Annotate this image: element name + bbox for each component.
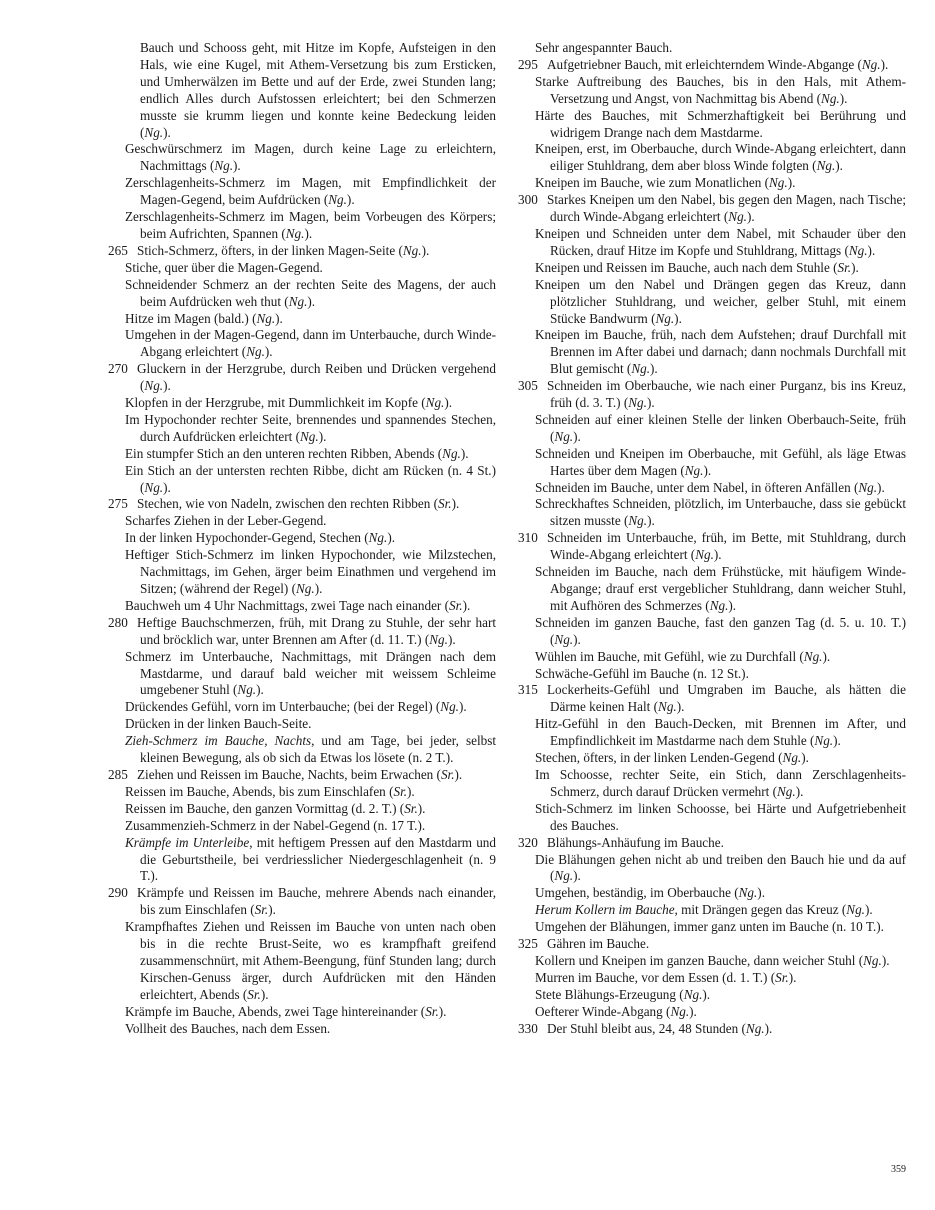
entry-text: Schneiden im Unterbauche, früh, im Bette, mit Stuhldrang, durch Winde-Abgang erleichtert (Ng.). [547, 530, 906, 563]
entry-text: Starkes Kneipen um den Nabel, bis gegen den Magen, nach Tische; durch Winde-Abgang erleichtert (Ng.). [547, 192, 906, 225]
entry-text: Vollheit des Bauches, nach dem Essen. [125, 1020, 331, 1036]
entry-text: Zerschlagenheits-Schmerz im Magen, beim Vorbeugen des Körpers; beim Aufrichten, Spannen (Ng.). [125, 209, 496, 241]
entry-number: 295 [518, 56, 538, 72]
symptom-entry [518, 919, 906, 936]
entry-text: In der linken Hypochonder-Gegend, Stechen (Ng.). [125, 530, 396, 546]
entry-text: Drückendes Gefühl, vorn im Unterbauche; (bei der Regel) (Ng.). [125, 699, 467, 715]
symptom-entry [518, 767, 906, 801]
symptom-entry [518, 1004, 906, 1021]
entry-text: Schreckhaftes Schneiden, plötzlich, im Unterbauche, dass sie gebückt sitzen musste (Ng.). [535, 496, 906, 529]
entry-text: Stiche, quer über die Magen-Gegend. [125, 259, 323, 275]
symptom-entry [518, 852, 906, 886]
entry-text: Stechen, wie von Nadeln, zwischen den rechten Ribben (Sr.). [137, 496, 460, 512]
symptom-entry [108, 615, 496, 649]
symptom-entry [108, 260, 496, 277]
symptom-entry [518, 750, 906, 767]
symptom-entry [518, 74, 906, 108]
symptom-entry [518, 57, 906, 74]
symptom-entry [108, 277, 496, 311]
symptom-entry [108, 243, 496, 260]
symptom-entry [108, 733, 496, 767]
entry-text: Krampfhaftes Ziehen und Reissen im Bauche von unten nach oben bis in die rechte Brust-Seite, wo es krampfhaft greifend zusammenschnürt, mit Athem-Beengung, fünf Stunden lang; durch Kirschen-Genuss ärger, durch Aufdrücken mit den Händen erleichtert, Abends (Sr.). [125, 919, 496, 1002]
entry-text: Schneidender Schmerz an der rechten Seite des Magens, der auch beim Aufdrücken weh thut (Ng.). [125, 276, 496, 309]
entry-text: Heftiger Stich-Schmerz im linken Hypochonder, wie Milzstechen, Nachmittags, im Gehen, ärger beim Einathmen und vergehend im Sitzen; (während der Regel) (Ng.). [125, 547, 496, 596]
entry-text: Stete Blähungs-Erzeugung (Ng.). [535, 986, 711, 1002]
symptom-entry [518, 666, 906, 683]
entry-text: Ziehen und Reissen im Bauche, Nachts, beim Erwachen (Sr.). [137, 766, 463, 782]
symptom-entry [518, 108, 906, 142]
entry-text: Kneipen im Bauche, wie zum Monatlichen (Ng.). [535, 175, 796, 191]
symptom-entry [108, 395, 496, 412]
symptom-entry [108, 919, 496, 1004]
symptom-entry [108, 885, 496, 919]
symptom-entry [518, 480, 906, 497]
entry-text: Umgehen in der Magen-Gegend, dann im Unterbauche, durch Winde-Abgang erleichtert (Ng.). [125, 327, 496, 360]
entry-number: 270 [108, 361, 128, 377]
entry-text: Sehr angespannter Bauch. [535, 40, 673, 55]
symptom-entry [518, 192, 906, 226]
symptom-entry [518, 260, 906, 277]
entry-text: Zieh-Schmerz im Bauche, Nachts, und am Tage, bei jeder, selbst kleinen Bewegung, als ob sich da Etwas los lösete (n. 2 T.). [125, 733, 496, 766]
symptom-entry [108, 446, 496, 463]
right-column [518, 40, 906, 1037]
symptom-entry [108, 412, 496, 446]
entry-text: Zusammenzieh-Schmerz in der Nabel-Gegend (n. 17 T.). [125, 817, 426, 833]
entry-text: Herum Kollern im Bauche, mit Drängen gegen das Kreuz (Ng.). [535, 902, 873, 918]
entry-text: Reissen im Bauche, den ganzen Vormittag (d. 2. T.) (Sr.). [125, 800, 426, 816]
symptom-entry [518, 716, 906, 750]
symptom-entry [518, 175, 906, 192]
symptom-entry [518, 987, 906, 1004]
entry-text: Schneiden im ganzen Bauche, fast den ganzen Tag (d. 5. u. 10. T.) (Ng.). [535, 614, 906, 647]
symptom-entry [108, 1004, 496, 1021]
symptom-entry [108, 513, 496, 530]
entry-text: Hitze im Magen (bald.) (Ng.). [125, 310, 283, 326]
symptom-entry [518, 378, 906, 412]
symptom-entry [518, 141, 906, 175]
entry-text: Murren im Bauche, vor dem Essen (d. 1. T.) (Sr.). [535, 969, 797, 985]
symptom-entry [108, 209, 496, 243]
symptom-entry [108, 40, 496, 141]
entry-text: Kneipen um den Nabel und Drängen gegen das Kreuz, dann plötzlicher Stuhldrang, und weicher, gelber Stuhl, mit einem Stücke Bandwurm (Ng.). [535, 276, 906, 326]
entry-text: Ein Stich an der untersten rechten Ribbe, dicht am Rücken (n. 4 St.) (Ng.). [125, 462, 496, 495]
entry-text: Schneiden im Bauche, unter dem Nabel, in öfteren Anfällen (Ng.). [535, 479, 885, 495]
entry-text: Bauchweh um 4 Uhr Nachmittags, zwei Tage nach einander (Sr.). [125, 597, 471, 613]
symptom-entry [108, 835, 496, 886]
entry-number: 310 [518, 530, 538, 546]
entry-text: Schneiden im Oberbauche, wie nach einer Purganz, bis ins Kreuz, früh (d. 3. T.) (Ng.). [547, 378, 906, 411]
entry-text: Schneiden im Bauche, nach dem Frühstücke, mit häufigem Winde-Abgange; drauf erst vergeblicher Stuhldrang, dann weicher Stuhl, mit Aufhören des Schmerzes (Ng.). [535, 564, 906, 613]
entry-number: 300 [518, 192, 538, 208]
entry-text: Starke Auftreibung des Bauches, bis in den Hals, mit Athem-Versetzung und Angst, von Nachmittag bis Abend (Ng.). [535, 73, 906, 106]
symptom-entry [518, 649, 906, 666]
entry-text: Blähungs-Anhäufung im Bauche. [547, 834, 724, 850]
entry-number: 290 [108, 885, 128, 901]
entry-number: 265 [108, 242, 128, 258]
entry-text: Kneipen und Schneiden unter dem Nabel, mit Schauder über den Rücken, drauf Hitze im Kopfe und Stuhldrang, Mittags (Ng.). [535, 225, 906, 258]
symptom-entry [108, 530, 496, 547]
symptom-entry [518, 936, 906, 953]
entry-text: Schneiden auf einer kleinen Stelle der linken Oberbauch-Seite, früh (Ng.). [535, 411, 906, 444]
symptom-entry [108, 598, 496, 615]
symptom-entry [108, 311, 496, 328]
entry-text: Klopfen in der Herzgrube, mit Dummlichkeit im Kopfe (Ng.). [125, 395, 453, 411]
symptom-entry [518, 40, 906, 57]
symptom-entry [108, 716, 496, 733]
symptom-entry [108, 463, 496, 497]
symptom-entry [108, 547, 496, 598]
symptom-entry [108, 141, 496, 175]
left-column [108, 40, 496, 1037]
entry-text: Kneipen und Reissen im Bauche, auch nach dem Stuhle (Sr.). [535, 259, 859, 275]
symptom-entry [518, 496, 906, 530]
entry-text: Reissen im Bauche, Abends, bis zum Einschlafen (Sr.). [125, 783, 415, 799]
entry-text: Wühlen im Bauche, mit Gefühl, wie zu Durchfall (Ng.). [535, 648, 831, 664]
symptom-entry [518, 446, 906, 480]
entry-number: 330 [518, 1020, 538, 1036]
symptom-entry [518, 953, 906, 970]
symptom-entry [518, 530, 906, 564]
entry-text: Die Blähungen gehen nicht ab und treiben den Bauch hie und da auf (Ng.). [535, 851, 906, 884]
symptom-entry [108, 699, 496, 716]
entry-text: Drücken in der linken Bauch-Seite. [125, 716, 312, 732]
symptom-entry [518, 885, 906, 902]
symptom-entry [108, 818, 496, 835]
symptom-entry [518, 564, 906, 615]
symptom-entry [108, 767, 496, 784]
entry-text: Bauch und Schooss geht, mit Hitze im Kopfe, Aufsteigen in den Hals, wie eine Kugel, mit Athem-Versetzung bis zum Ersticken, und Umherwälzen im Bette und auf der Erde, zwei Stunden lang; endlich Alles durch Aufstossen erleichtert; bei den Schmerzen musste sie krumm liegen und konnte keine Bedeckung leiden (Ng.). [140, 40, 496, 140]
entry-number: 320 [518, 834, 538, 850]
entry-text: Hitz-Gefühl in den Bauch-Decken, mit Brennen im After, und Empfindlichkeit im Mastdarme nach dem Stuhle (Ng.). [535, 716, 906, 749]
entry-text: Ein stumpfer Stich an den unteren rechten Ribben, Abends (Ng.). [125, 445, 469, 461]
symptom-entry [518, 412, 906, 446]
symptom-entry [518, 835, 906, 852]
symptom-entry [108, 1021, 496, 1038]
symptom-entry [518, 615, 906, 649]
symptom-entry [108, 801, 496, 818]
entry-text: Im Schoosse, rechter Seite, ein Stich, dann Zerschlagenheits-Schmerz, durch darauf Drücken vermehrt (Ng.). [535, 766, 906, 799]
entry-text: Gluckern in der Herzgrube, durch Reiben und Drücken vergehend (Ng.). [137, 361, 496, 394]
entry-number: 275 [108, 496, 128, 512]
symptom-entry [518, 902, 906, 919]
entry-text: Der Stuhl bleibt aus, 24, 48 Stunden (Ng.). [547, 1020, 773, 1036]
entry-text: Stich-Schmerz im linken Schoosse, bei Härte und Aufgetriebenheit des Bauches. [535, 800, 906, 833]
symptom-entry [108, 361, 496, 395]
entry-text: Krämpfe im Bauche, Abends, zwei Tage hintereinander (Sr.). [125, 1003, 447, 1019]
entry-text: Heftige Bauchschmerzen, früh, mit Drang zu Stuhle, der sehr hart und bröcklich war, unter Brennen am After (d. 11. T.) (Ng.). [137, 614, 496, 647]
entry-text: Kneipen im Bauche, früh, nach dem Aufstehen; drauf Durchfall mit Brennen im After dabei und darnach; dann nochmals Durchfall mit Blut gemischt (Ng.). [535, 327, 906, 377]
entry-text: Scharfes Ziehen in der Leber-Gegend. [125, 513, 327, 529]
symptom-entry [518, 1021, 906, 1038]
entry-text: Umgehen der Blähungen, immer ganz unten im Bauche (n. 10 T.). [535, 919, 884, 935]
entry-text: Aufgetriebner Bauch, mit erleichterndem Winde-Abgange (Ng.). [547, 56, 889, 72]
entry-number: 280 [108, 614, 128, 630]
symptom-entry [108, 175, 496, 209]
entry-text: Stich-Schmerz, öfters, in der linken Magen-Seite (Ng.). [137, 242, 430, 258]
entry-text: Stechen, öfters, in der linken Lenden-Gegend (Ng.). [535, 750, 809, 766]
symptom-entry [518, 801, 906, 835]
entry-text: Umgehen, beständig, im Oberbauche (Ng.). [535, 885, 765, 901]
symptom-entry [108, 327, 496, 361]
entry-text: Schmerz im Unterbauche, Nachmittags, mit Drängen nach dem Mastdarme, und darauf bald weicher mit weissem Schleime umgebener Stuhl (Ng.). [125, 648, 496, 698]
entry-text: Schwäche-Gefühl im Bauche (n. 12 St.). [535, 665, 749, 681]
entry-text: Oefterer Winde-Abgang (Ng.). [535, 1003, 697, 1019]
entry-text: Lockerheits-Gefühl und Umgraben im Bauche, als hätten die Därme keinen Halt (Ng.). [547, 682, 906, 715]
entry-text: Im Hypochonder rechter Seite, brennendes und spannendes Stechen, durch Aufdrücken erleichtert (Ng.). [125, 411, 496, 444]
symptom-entry [108, 784, 496, 801]
entry-number: 325 [518, 936, 538, 952]
entry-number: 305 [518, 378, 538, 394]
entry-text: Krämpfe und Reissen im Bauche, mehrere Abends nach einander, bis zum Einschlafen (Sr.). [137, 885, 496, 918]
symptom-entry [518, 682, 906, 716]
entry-text: Zerschlagenheits-Schmerz im Magen, mit Empfindlichkeit der Magen-Gegend, beim Aufdrücken (Ng.). [125, 175, 496, 208]
symptom-entry [108, 496, 496, 513]
symptom-entry [108, 649, 496, 700]
entry-text: Härte des Bauches, mit Schmerzhaftigkeit bei Berührung und widrigem Drange nach dem Mastdarme. [535, 107, 906, 140]
symptom-entry [518, 226, 906, 260]
entry-text: Gähren im Bauche. [547, 936, 650, 952]
symptom-entry [518, 277, 906, 328]
entry-number: 285 [108, 766, 128, 782]
entry-text: Geschwürschmerz im Magen, durch keine Lage zu erleichtern, Nachmittags (Ng.). [125, 141, 496, 174]
page-number: 359 [891, 1164, 906, 1175]
symptom-entry [518, 327, 906, 378]
entry-text: Kollern und Kneipen im ganzen Bauche, dann weicher Stuhl (Ng.). [535, 952, 890, 968]
entry-text: Krämpfe im Unterleibe, mit heftigem Pressen auf den Mastdarm und die Geburtstheile, bei verdriesslicher Niedergeschlagenheit (n. 9 T.). [125, 834, 496, 884]
symptom-entry [518, 970, 906, 987]
entry-text: Kneipen, erst, im Oberbauche, durch Winde-Abgang erleichtert, dann eiliger Stuhldrang, dem aber bloss Winde folgten (Ng.). [535, 141, 906, 174]
entry-number: 315 [518, 682, 538, 698]
entry-text: Schneiden und Kneipen im Oberbauche, mit Gefühl, als läge Etwas Hartes über dem Magen (Ng.). [535, 445, 906, 478]
